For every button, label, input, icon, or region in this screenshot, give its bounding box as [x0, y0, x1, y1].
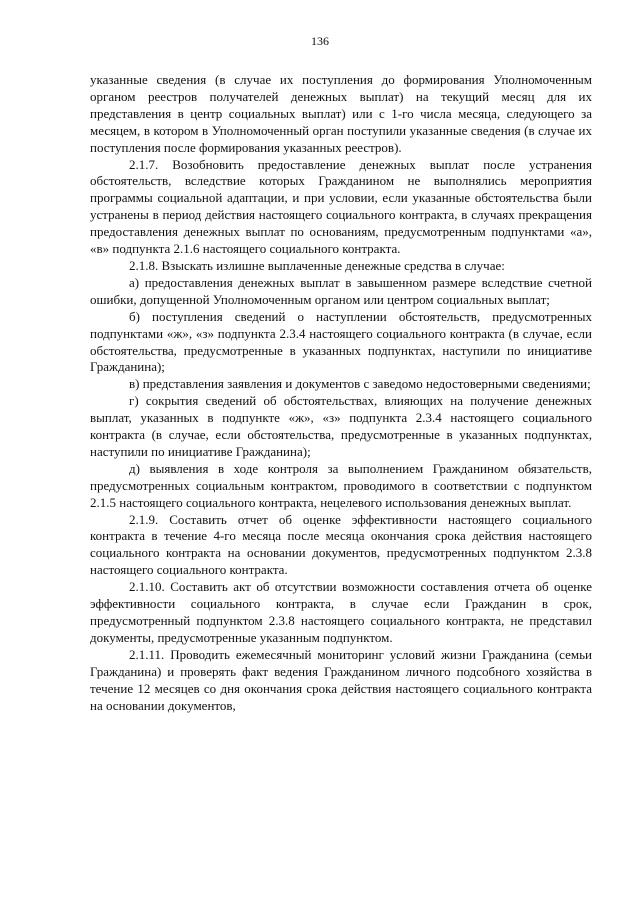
paragraph: 2.1.9. Составить отчет об оценке эффективности настоящего социального контракта в течение 4-го месяца после месяца окончания срока действия настоящего социального контракта на основании документов, предусмотренных подпунктом 2.3.8 настоящего социального контракта.: [90, 511, 592, 578]
body-text: [90, 72, 592, 714]
paragraph: д) выявления в ходе контроля за выполнением Гражданином обязательств, предусмотренных социальным контрактом, проводимого в соответствии с подпунктом 2.1.5 настоящего социального контракта, нецелевого использования денежных выплат.: [90, 460, 592, 510]
paragraph: б) поступления сведений о наступлении обстоятельств, предусмотренных подпунктами «ж», «з» подпункта 2.3.4 настоящего социального контракта (в случае, если обстоятельства, предусмотренные в указанных подпунктах, наступили по инициативе Гражданина);: [90, 308, 592, 375]
paragraph: 2.1.11. Проводить ежемесячный мониторинг условий жизни Гражданина (семьи Гражданина) и проверять факт ведения Гражданином личного подсобного хозяйства в течение 12 месяцев со дня окончания срока действия настоящего социального контракта на основании документов,: [90, 646, 592, 713]
paragraph: 2.1.8. Взыскать излишне выплаченные денежные средства в случае:: [129, 257, 505, 273]
paragraph: 2.1.10. Составить акт об отсутствии возможности составления отчета об оценке эффективности социального контракта, в случае если Гражданин в срок, предусмотренный подпунктом 2.3.8 настоящего социального контракта, не представил документы, предусмотренные указанным подпунктом.: [90, 579, 592, 645]
paragraph: 2.1.7. Возобновить предоставление денежных выплат после устранения обстоятельств, вследствие которых Гражданином не выполнялись мероприятия программы социальной адаптации, и при условии, если указанные обстоятельства были устранены в период действия настоящего социального контракта, в случаях прекращения предоставления денежных выплат по основаниям, предусмотренным подпунктами «а», «в» подпункта 2.1.6 настоящего социального контракта.: [90, 156, 592, 257]
paragraph: а) предоставления денежных выплат в завышенном размере вследствие счетной ошибки, допущенной Уполномоченным органом или центром социальных выплат;: [90, 274, 592, 307]
paragraph: в) представления заявления и документов с заведомо недостоверными сведениями;: [129, 376, 591, 392]
paragraph: г) сокрытия сведений об обстоятельствах, влияющих на получение денежных выплат, указанных в подпункте «ж», «з» подпункта 2.3.4 настоящего социального контракта (в случае, если обстоятельства, предусмотренные в указанных подпунктах, наступили по инициативе Гражданина);: [90, 393, 592, 459]
page-number: 136: [311, 34, 329, 48]
paragraph: указанные сведения (в случае их поступления до формирования Уполномоченным органом реестров получателей денежных выплат) на текущий месяц для их представления в центр социальных выплат) или с 1-го числа месяца, следующего за месяцем, в котором в Уполномоченный орган поступили указанные сведения (в случае их поступления после формирования указанных реестров).: [90, 72, 592, 155]
